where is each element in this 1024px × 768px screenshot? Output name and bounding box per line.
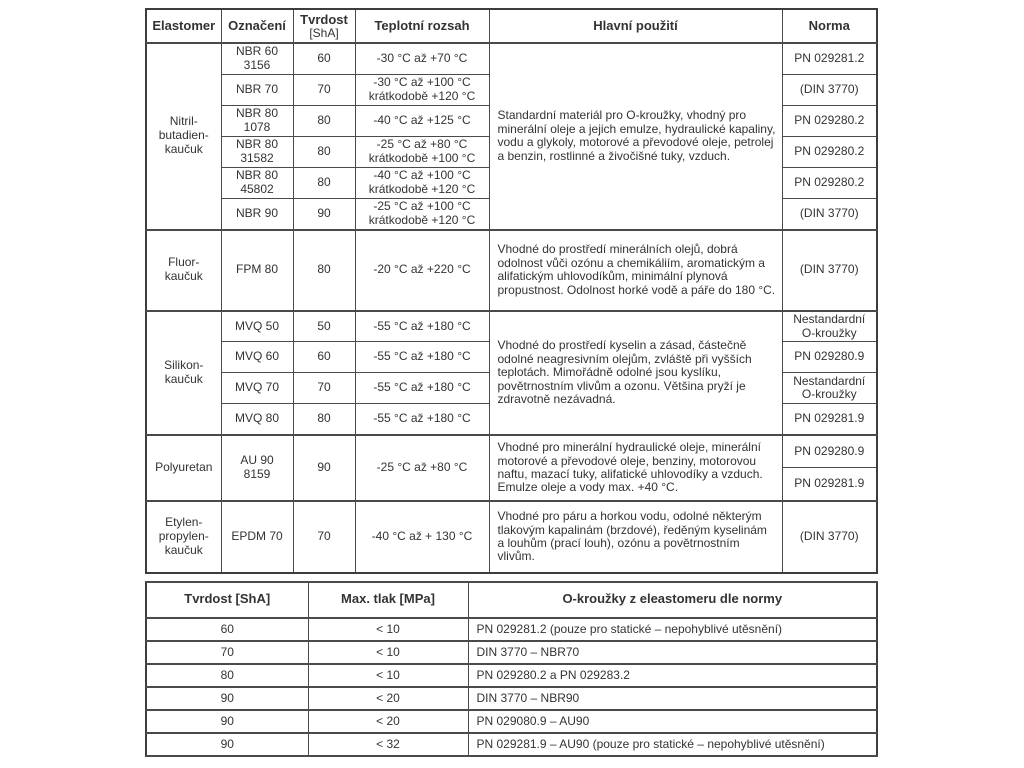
header-hardness-unit: [ShA] (309, 25, 339, 40)
document-page (145, 8, 877, 757)
norm-cell: PN 029281.9 (782, 404, 877, 435)
elastomer-name-cell: Silikon- kaučuk (146, 311, 221, 435)
temperature-range-cell: -40 °C až +100 °C krátkodobě +120 °C (355, 167, 489, 198)
designation-cell: NBR 80 45802 (221, 167, 293, 198)
materials-row (146, 435, 877, 468)
hardness-cell: 90 (146, 710, 308, 733)
norm-cell: (DIN 3770) (782, 198, 877, 229)
designation-cell: MVQ 60 (221, 342, 293, 373)
hardness-cell: 80 (293, 167, 355, 198)
designation-cell: AU 90 8159 (221, 435, 293, 501)
elastomer-name-cell: Nitril- butadien- kaučuk (146, 43, 221, 230)
hardness-cell: 80 (293, 230, 355, 311)
pressure-header-row (146, 582, 877, 618)
hardness-cell: 50 (293, 311, 355, 342)
hardness-cell: 80 (293, 105, 355, 136)
max-pressure-cell: < 10 (308, 618, 468, 641)
temperature-range-cell: -55 °C až +180 °C (355, 404, 489, 435)
norm-description-cell: DIN 3770 – NBR70 (468, 641, 877, 664)
norm-cell: Nestandardní O-kroužky (782, 373, 877, 404)
pressure-row (146, 687, 877, 710)
temperature-range-cell: -55 °C až +180 °C (355, 311, 489, 342)
header-designation: Označení (221, 9, 293, 43)
designation-cell: NBR 80 31582 (221, 136, 293, 167)
pressure-row (146, 710, 877, 733)
hardness-cell: 90 (146, 687, 308, 710)
materials-row (146, 43, 877, 74)
usage-description-cell: Standardní materiál pro O-kroužky, vhodný pro minerální oleje a jejich emulze, hydraulické kapaliny, vodu a glykoly, motorové a převodové oleje, petrolej a benzin, rostlinné a živočišné tuky, vzduch. (489, 43, 782, 230)
max-pressure-cell: < 20 (308, 687, 468, 710)
designation-cell: NBR 90 (221, 198, 293, 229)
header-elastomer: Elastomer (146, 9, 221, 43)
header-main-usage: Hlavní použití (489, 9, 782, 43)
norm-cell: PN 029280.9 (782, 342, 877, 373)
header-hardness-label: Tvrdost (300, 11, 348, 27)
temperature-range-cell: -40 °C až +125 °C (355, 105, 489, 136)
materials-row (146, 501, 877, 573)
norm-description-cell: PN 029281.2 (pouze pro statické – nepohyblivé utěsnění) (468, 618, 877, 641)
norm-cell: PN 029280.2 (782, 105, 877, 136)
hardness-cell: 90 (293, 198, 355, 229)
elastomer-name-cell: Polyuretan (146, 435, 221, 501)
hardness-cell: 70 (293, 74, 355, 105)
materials-header-row (146, 9, 877, 43)
norm-cell: PN 029281.2 (782, 43, 877, 74)
max-pressure-cell: < 10 (308, 664, 468, 687)
usage-description-cell: Vhodné do prostředí minerálních olejů, dobrá odolnost vůči ozónu a chemikáliím, aromatickým a alifatickým uhlovodíkům, minimální plynová propustnost. Odolnost horké vodě a páře do 180 °C. (489, 230, 782, 311)
header-orings-norm: O-kroužky z eleastomeru dle normy (468, 582, 877, 618)
designation-cell: MVQ 80 (221, 404, 293, 435)
max-pressure-cell: < 32 (308, 733, 468, 756)
pressure-row (146, 618, 877, 641)
norm-cell: PN 029280.9 (782, 435, 877, 468)
designation-cell: NBR 70 (221, 74, 293, 105)
temperature-range-cell: -25 °C až +80 °C krátkodobě +100 °C (355, 136, 489, 167)
usage-description-cell: Vhodné pro páru a horkou vodu, odolné některým tlakovým kapalinám (brzdové), ředěným kyselinám a louhům (prací louh), ozónu a povětrnostním vlivům. (489, 501, 782, 573)
materials-table (145, 8, 878, 574)
norm-cell: PN 029280.2 (782, 136, 877, 167)
temperature-range-cell: -30 °C až +100 °C krátkodobě +120 °C (355, 74, 489, 105)
elastomer-name-cell: Fluor- kaučuk (146, 230, 221, 311)
header-max-pressure: Max. tlak [MPa] (308, 582, 468, 618)
hardness-cell: 60 (293, 342, 355, 373)
norm-cell: (DIN 3770) (782, 74, 877, 105)
norm-cell: (DIN 3770) (782, 230, 877, 311)
materials-table-body (146, 43, 877, 573)
header-hardness (293, 9, 355, 43)
temperature-range-cell: -55 °C až +180 °C (355, 373, 489, 404)
norm-cell: Nestandardní O-kroužky (782, 311, 877, 342)
usage-description-cell: Vhodné pro minerální hydraulické oleje, minerální motorové a převodové oleje, benziny, motorovou naftu, mazací tuky, alifatické uhlovodíky a vzduch. Emulze oleje a vody max. +40 °C. (489, 435, 782, 501)
norm-description-cell: PN 029080.9 – AU90 (468, 710, 877, 733)
temperature-range-cell: -55 °C až +180 °C (355, 342, 489, 373)
temperature-range-cell: -20 °C až +220 °C (355, 230, 489, 311)
hardness-cell: 90 (146, 733, 308, 756)
pressure-row (146, 733, 877, 756)
pressure-row (146, 641, 877, 664)
materials-row (146, 311, 877, 342)
usage-description-cell: Vhodné do prostředí kyselin a zásad, částečně odolné neagresivním olejům, zvláště při vyšších teplotách. Mimořádně odolné jsou kyslíku, povětrnostním vlivům a ozonu. Většina pryží je zdravotně nezávadná. (489, 311, 782, 435)
designation-cell: NBR 60 3156 (221, 43, 293, 74)
hardness-cell: 80 (146, 664, 308, 687)
temperature-range-cell: -40 °C až + 130 °C (355, 501, 489, 573)
norm-cell: (DIN 3770) (782, 501, 877, 573)
hardness-cell: 70 (146, 641, 308, 664)
hardness-cell: 60 (293, 43, 355, 74)
hardness-cell: 80 (293, 404, 355, 435)
max-pressure-cell: < 20 (308, 710, 468, 733)
pressure-row (146, 664, 877, 687)
hardness-cell: 70 (293, 501, 355, 573)
pressure-table (145, 581, 878, 757)
header-norm: Norma (782, 9, 877, 43)
hardness-cell: 60 (146, 618, 308, 641)
elastomer-name-cell: Etylen- propylen- kaučuk (146, 501, 221, 573)
norm-cell: PN 029280.2 (782, 167, 877, 198)
designation-cell: NBR 80 1078 (221, 105, 293, 136)
pressure-table-body (146, 618, 877, 756)
temperature-range-cell: -30 °C až +70 °C (355, 43, 489, 74)
materials-row (146, 230, 877, 311)
hardness-cell: 70 (293, 373, 355, 404)
max-pressure-cell: < 10 (308, 641, 468, 664)
designation-cell: MVQ 70 (221, 373, 293, 404)
norm-cell: PN 029281.9 (782, 468, 877, 501)
designation-cell: MVQ 50 (221, 311, 293, 342)
temperature-range-cell: -25 °C až +100 °C krátkodobě +120 °C (355, 198, 489, 229)
hardness-cell: 90 (293, 435, 355, 501)
temperature-range-cell: -25 °C až +80 °C (355, 435, 489, 501)
norm-description-cell: PN 029281.9 – AU90 (pouze pro statické – nepohyblivé utěsnění) (468, 733, 877, 756)
header-temperature-range: Teplotní rozsah (355, 9, 489, 43)
designation-cell: EPDM 70 (221, 501, 293, 573)
hardness-cell: 80 (293, 136, 355, 167)
header-hardness-sha: Tvrdost [ShA] (146, 582, 308, 618)
designation-cell: FPM 80 (221, 230, 293, 311)
norm-description-cell: DIN 3770 – NBR90 (468, 687, 877, 710)
norm-description-cell: PN 029280.2 a PN 029283.2 (468, 664, 877, 687)
